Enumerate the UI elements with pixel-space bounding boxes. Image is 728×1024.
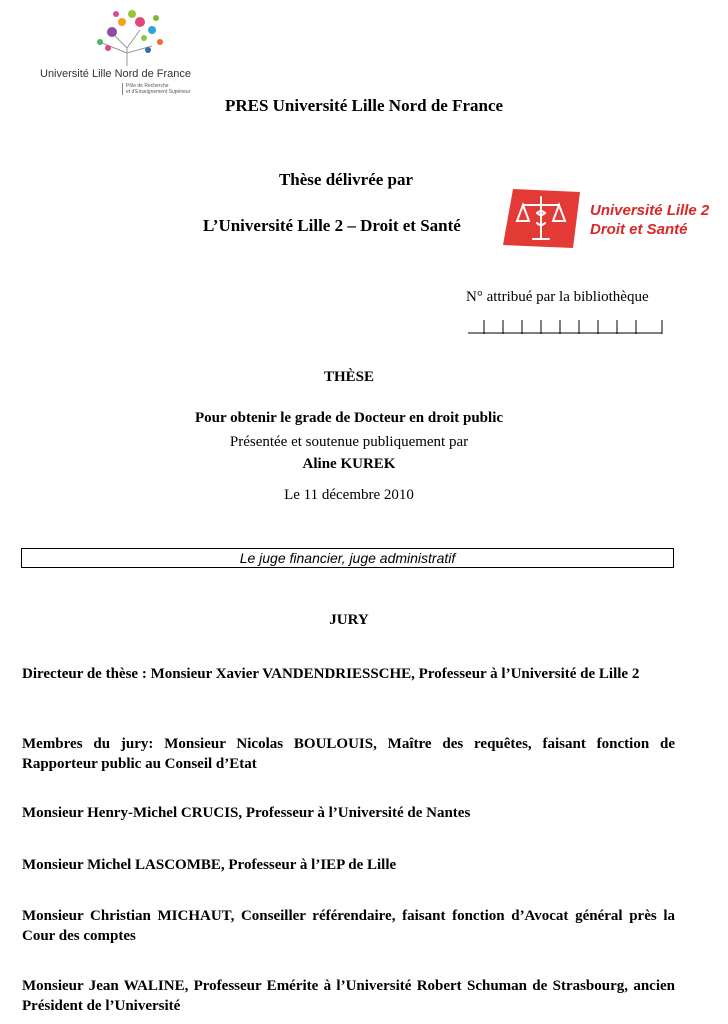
thesis-grade: Pour obtenir le grade de Docteur en droit public: [194, 410, 504, 426]
jury-member: Monsieur Jean WALINE, Professeur Emérite à l’Université Robert Schuman de Strasbourg, ancien Président de l’Université: [22, 978, 675, 1014]
lille2-logo-text-line1: Université Lille 2: [590, 202, 710, 219]
thesis-author: Aline KUREK: [302, 456, 396, 472]
logo-sub-line-1: Pôle de Recherche: [126, 83, 169, 89]
logo-subtitle: [122, 83, 190, 95]
logo-name: Université Lille Nord de France: [40, 68, 192, 80]
jury-member: Monsieur Henry-Michel CRUCIS, Professeur à l’Université de Nantes: [22, 805, 471, 821]
thesis-date: Le 11 décembre 2010: [284, 487, 414, 503]
logo-sub-line-2: et d'Enseignement Supérieur: [126, 89, 191, 95]
library-number-boxes: [466, 316, 666, 336]
jury-member: Monsieur Michel LASCOMBE, Professeur à l’IEP de Lille: [22, 857, 397, 873]
jury-member: Membres du jury: Monsieur Nicolas BOULOUIS, Maître des requêtes, faisant fonction de Rapporteur public au Conseil d’Etat: [22, 736, 675, 772]
jury-heading: JURY: [329, 612, 369, 628]
university-lille-nord-logo: [40, 8, 210, 98]
scales-of-justice-icon: [503, 189, 580, 248]
lille2-logo-text: [590, 201, 709, 239]
jury-member: Directeur de thèse : Monsieur Xavier VANDENDRIESSCHE, Professeur à l’Université de Lille 2: [22, 666, 640, 682]
jury-member: Monsieur Christian MICHAUT, Conseiller référendaire, faisant fonction d’Avocat général près la Cour des comptes: [22, 908, 675, 944]
delivered-by: Thèse délivrée par: [278, 170, 414, 189]
lille2-logo-text-line2: Droit et Santé: [590, 221, 688, 238]
pres-title: PRES Université Lille Nord de France: [224, 96, 504, 115]
thesis-subject-box: [21, 548, 674, 568]
number-boxes-graphic: [466, 316, 666, 336]
university-line: L’Université Lille 2 – Droit et Santé: [203, 216, 461, 235]
thesis-subject: Le juge financier, juge administratif: [239, 550, 456, 566]
thesis-presented: Présentée et soutenue publiquement par: [229, 434, 469, 450]
library-number-label: N° attribué par la bibliothèque: [466, 289, 649, 305]
tree-dots-icon: [82, 8, 172, 68]
thesis-heading: THÈSE: [323, 369, 375, 385]
lille2-logo: [503, 189, 580, 248]
